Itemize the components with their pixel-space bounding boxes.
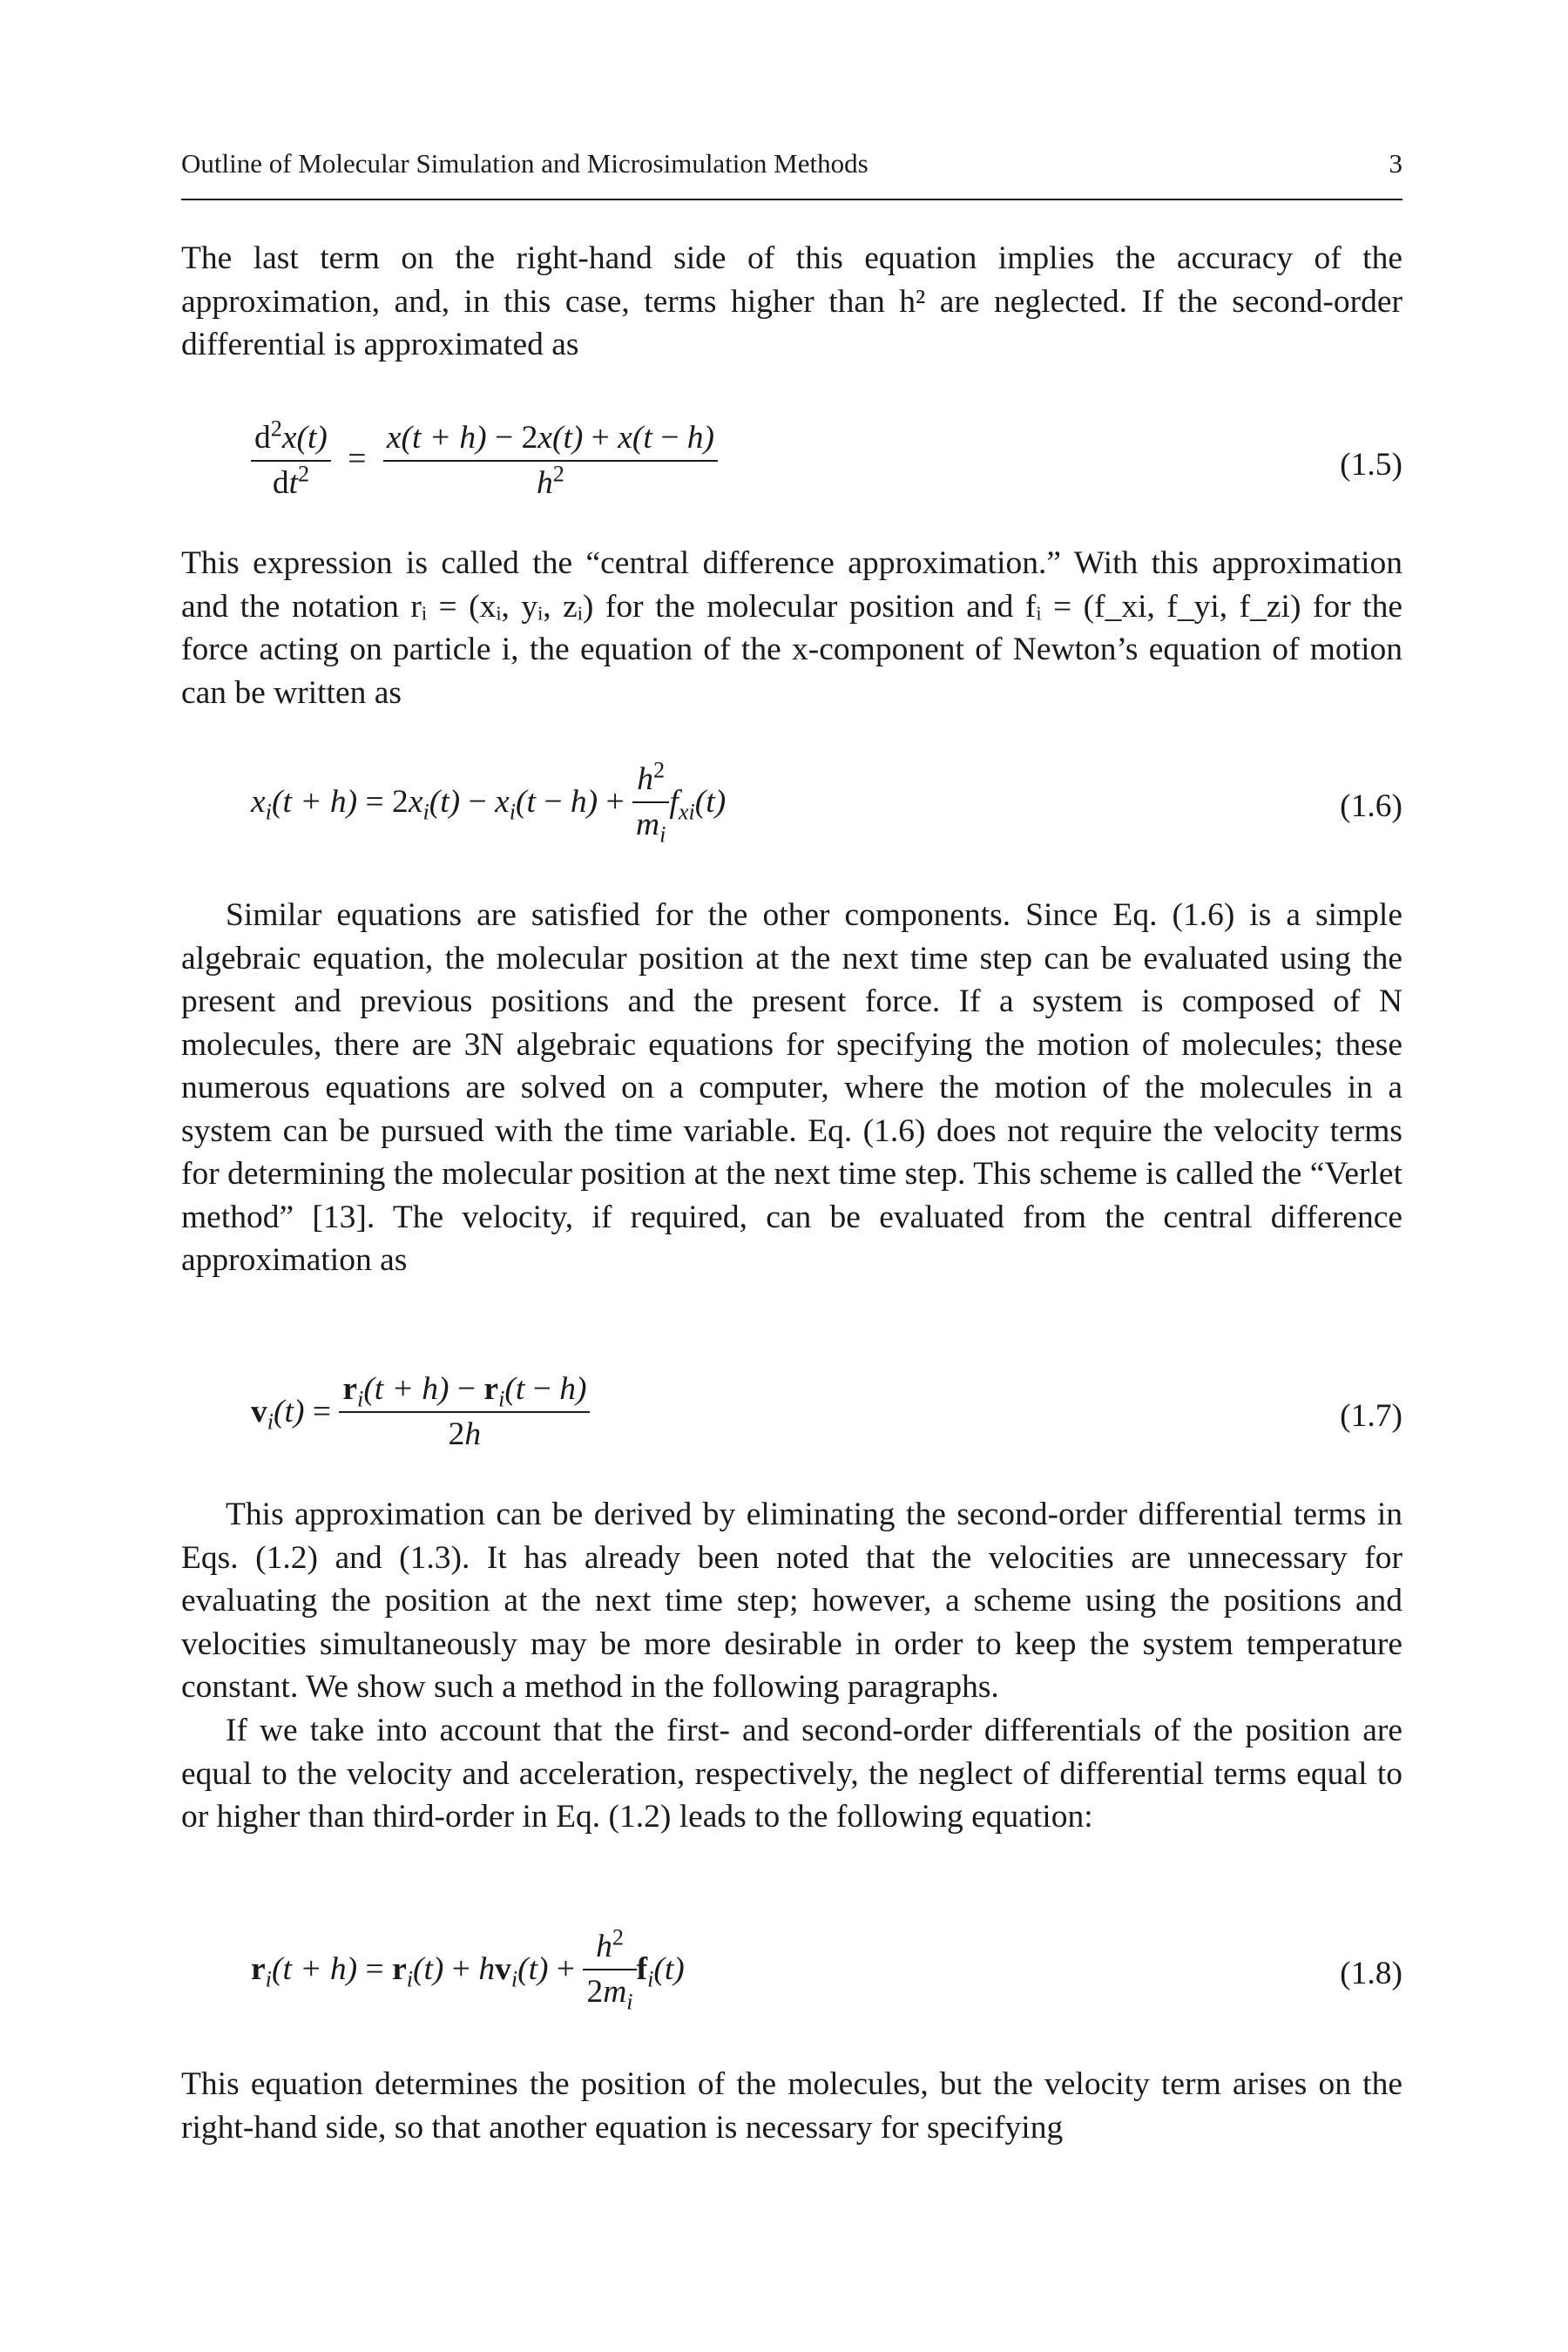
paragraph-6: This equation determines the position of the molecules, but the velocity term arises on the right-hand side, so that another equation is necessary for specifying [181,2066,1402,2146]
equation-number-1-8: (1.8) [1340,1956,1402,1991]
paragraph-2: This expression is called the “central difference approximation.” With this approximation and the notation rᵢ = (xᵢ, yᵢ, zᵢ) for the molecular position and fᵢ = (f_xi, f_yi, f_zi) for the force acting on particle i, the equation of the x-component of Newton’s equation of motion can be written as [181,545,1402,711]
eq17-fraction: $\frac{r_i(t + h) - r_i(t - h)}{2h}$ [339,1368,590,1456]
page-number: 3 [1389,148,1402,179]
paragraph-3: Similar equations are satisfied for the other components. Since Eq. (1.6) is a simple algebraic equation, the molecular position at the next time step can be evaluated using the present and previous positions and the present force. If a system is composed of N molecules, there are 3N algebraic equations for specifying the motion of molecules; these numerous equations are solved on a computer, where the motion of the molecules in a system can be pursued with the time variable. Eq. (1.6) does not require the velocity terms for determining the molecular position at the next time step. This scheme is called the “Verlet method” [13]. The velocity, if required, can be evaluated from the central difference approximation as [181,897,1402,1278]
equation-1-5: $\frac{d^2x(t)}{dt^2}$ = $\frac{x(t + h) - 2x(t) + x(t - h)}{h^2}$ (1.5) [251,416,1402,505]
equation-number-1-6: (1.6) [1340,788,1402,824]
eq15-lhs-fraction: $\frac{d^2x(t)}{dt^2}$ [251,416,331,505]
running-header [181,146,1402,200]
eq16-fraction: $\frac{h^2}{m_i}$ [632,758,669,847]
paragraph-4: This approximation can be derived by eliminating the second-order differential terms in Eqs. (1.2) and (1.3). It has already been noted that the velocities are unnecessary for evaluating the position at the next time step; however, a scheme using the positions and velocities simultaneously may be more desirable in order to keep the system temperature constant. We show such a method in the following paragraphs. [181,1497,1402,1705]
equation-number-1-5: (1.5) [1340,447,1402,483]
equation-1-8: $r_i(t + h) = r_i(t) + hv_i(t)$ + $\frac{h^2}{2m_i}$ $f_i(t)$ (1.8) [251,1924,1402,2015]
paragraph-5: If we take into account that the first- and second-order differentials of the position are equal to the velocity and acceleration, respectively, the neglect of differential terms equal to or higher than third-order in Eq. (1.2) leads to the following equation: [181,1713,1402,1835]
book-page [181,0,1402,2352]
running-title: Outline of Molecular Simulation and Microsimulation Methods [181,148,868,179]
eq18-fraction: $\frac{h^2}{2m_i}$ [583,1925,636,2014]
equation-1-6: $x_i(t + h) = 2x_i(t) - x_i(t - h)$ + $\frac{h^2}{m_i}$ $f_{xi}(t)$ (1.6) [251,757,1402,848]
eq15-rhs-fraction: $\frac{x(t + h) - 2x(t) + x(t - h)}{h^2}$ [383,416,718,505]
equation-1-7: $v_i(t)$ = $\frac{r_i(t + h) - r_i(t - h)}{2h}$ (1.7) [251,1368,1402,1456]
paragraph-1: The last term on the right-hand side of this equation implies the accuracy of the approximation, and, in this case, terms higher than h² are neglected. If the second-order differential is approximated as [181,240,1402,362]
equation-number-1-7: (1.7) [1340,1398,1402,1434]
